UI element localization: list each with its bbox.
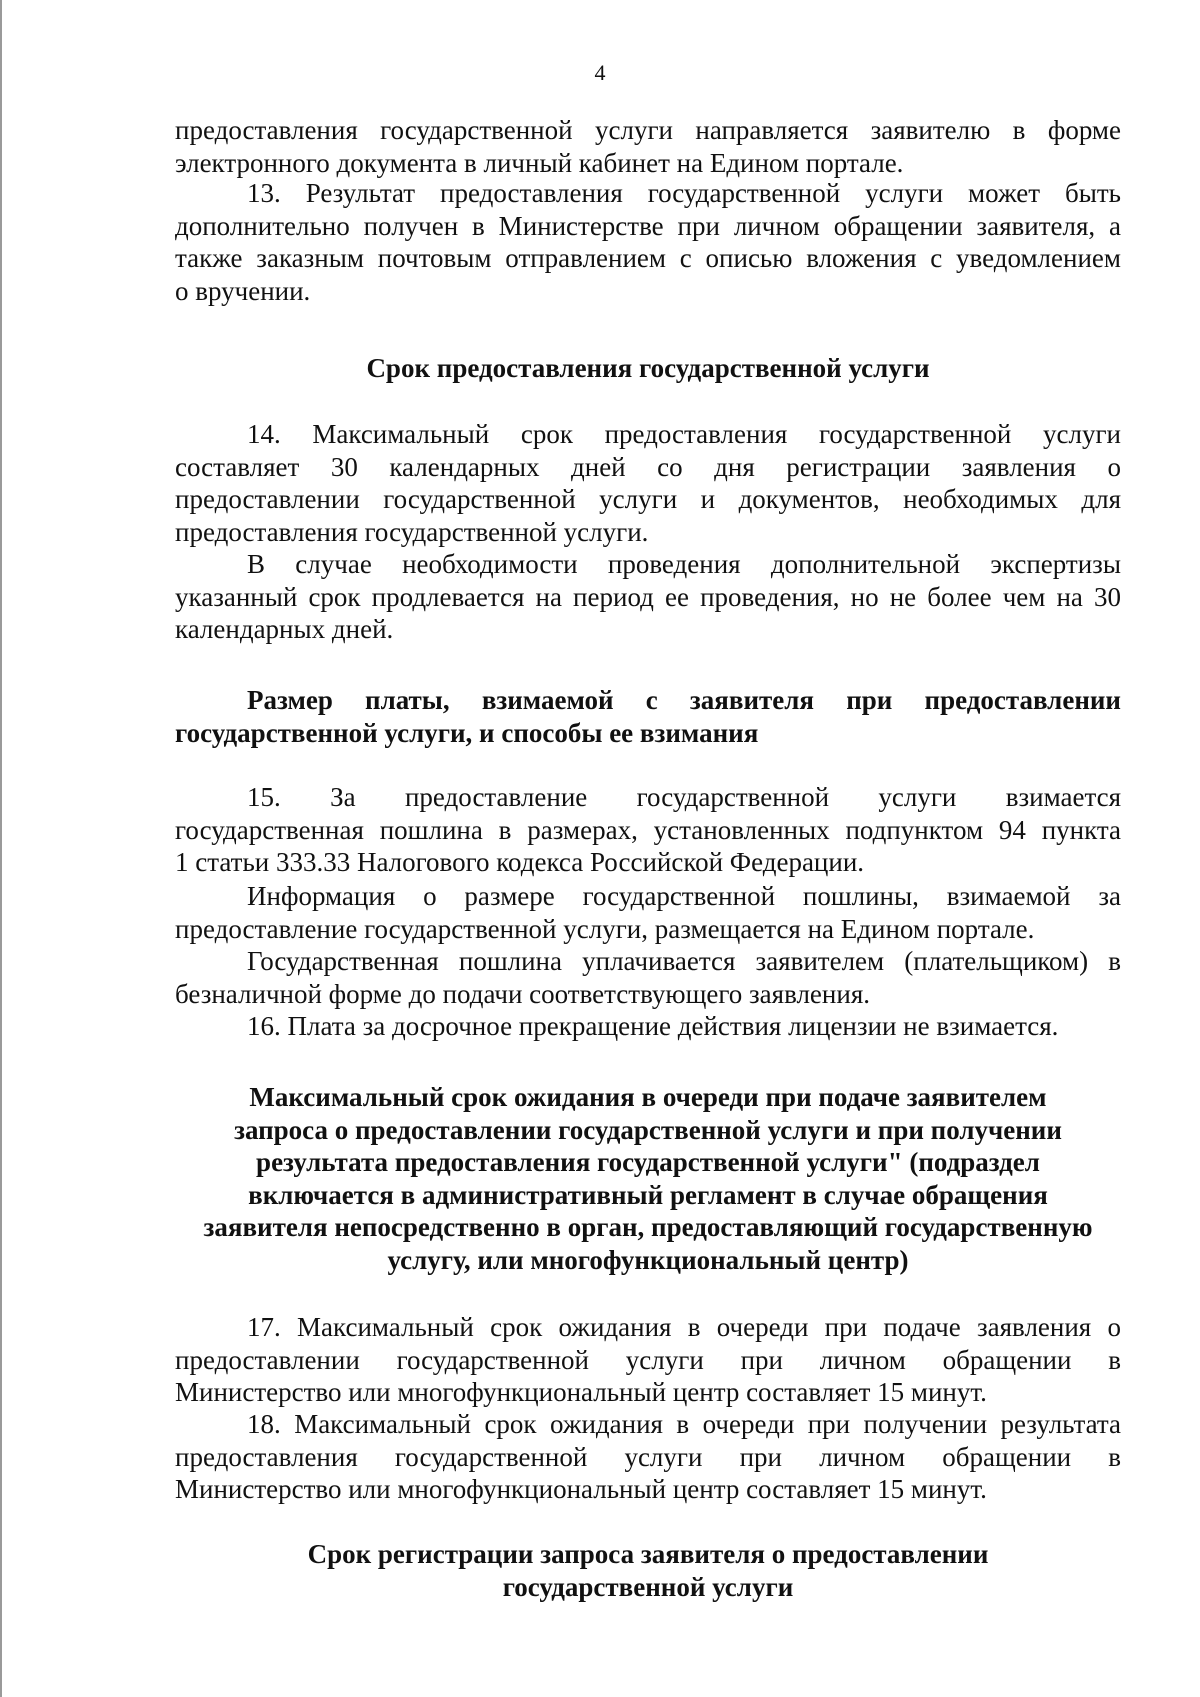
- text-line: также заказным почтовым отправлением с описью вложения с уведомлением: [175, 243, 1121, 273]
- text-line: предоставления государственной услуги направляется заявителю в форме: [175, 115, 1121, 145]
- text-line: 17. Максимальный срок ожидания в очереди при подаче заявления о: [247, 1312, 1121, 1342]
- paragraph-15: [175, 781, 1121, 879]
- text-line: Министерство или многофункциональный центр составляет 15 минут.: [175, 1377, 987, 1407]
- text-line: календарных дней.: [175, 614, 394, 644]
- heading-line: включается в административный регламент в случае обращения: [248, 1179, 1048, 1210]
- paragraph-17: [175, 1311, 1121, 1409]
- text-line: 13. Результат предоставления государственной услуги может быть: [247, 178, 1121, 208]
- text-line: о вручении.: [175, 275, 311, 306]
- heading-line: государственной услуги, и способы ее взимания: [175, 717, 759, 748]
- paragraph-18: [175, 1408, 1121, 1506]
- heading-registration: [175, 1538, 1121, 1603]
- heading-line: государственной услуги: [502, 1571, 794, 1602]
- text-line: В случае необходимости проведения дополнительной экспертизы: [247, 549, 1121, 579]
- heading-fee: [175, 684, 1121, 749]
- text-line: дополнительно получен в Министерстве при личном обращении заявителя, а: [175, 210, 1121, 241]
- text-line: предоставления государственной услуги при личном обращении в: [175, 1441, 1121, 1472]
- heading-queue: [175, 1081, 1121, 1276]
- text-line: 18. Максимальный срок ожидания в очереди при получении результата: [247, 1409, 1121, 1439]
- text-line: предоставлении государственной услуги при личном обращении в: [175, 1344, 1121, 1375]
- text-line: предоставлении государственной услуги и документов, необходимых для: [175, 484, 1121, 514]
- page-number: 4: [594, 60, 606, 85]
- paragraph-14: [175, 418, 1121, 548]
- scan-edge: [0, 0, 2, 1697]
- heading-line: заявителя непосредственно в орган, предоставляющий государственную: [203, 1212, 1093, 1242]
- text-line: предоставление государственной услуги, размещается на Едином портале.: [175, 913, 1035, 944]
- text-line: указанный срок продлевается на период ее проведения, но не более чем на 30: [175, 581, 1121, 612]
- paragraph-15-payment: [175, 945, 1121, 1010]
- text-line: Государственная пошлина уплачивается заявителем (плательщиком) в: [247, 946, 1121, 976]
- text-line: 15. За предоставление государственной услуги взимается: [247, 782, 1121, 812]
- heading-line: запроса о предоставлении государственной услуги и при получении: [234, 1114, 1062, 1145]
- heading-term: Срок предоставления государственной услуги: [366, 353, 930, 383]
- text-line: безналичной форме до подачи соответствующего заявления.: [175, 978, 870, 1009]
- heading-line: услугу, или многофункциональный центр): [387, 1244, 909, 1275]
- paragraph-intro: [175, 114, 1121, 179]
- paragraph-13: [175, 177, 1121, 307]
- paragraph-16: [175, 1010, 1121, 1043]
- heading-line: Размер платы, взимаемой с заявителя при предоставлении: [247, 685, 1121, 715]
- text-line: государственная пошлина в размерах, установленных подпунктом 94 пункта: [175, 814, 1121, 845]
- text-line: 1 статьи 333.33 Налогового кодекса Российской Федерации.: [175, 847, 865, 877]
- text-line: 16. Плата за досрочное прекращение действия лицензии не взимается.: [247, 1011, 1059, 1041]
- text-line: Информация о размере государственной пошлины, взимаемой за: [247, 881, 1121, 911]
- paragraph-15-info: [175, 880, 1121, 945]
- heading-line: Максимальный срок ожидания в очереди при подаче заявителем: [249, 1082, 1047, 1112]
- text-line: предоставления государственной услуги.: [175, 516, 649, 547]
- text-line: Министерство или многофункциональный центр составляет 15 минут.: [175, 1474, 987, 1504]
- text-line: составляет 30 календарных дней со дня регистрации заявления о: [175, 451, 1121, 482]
- paragraph-14-extension: [175, 548, 1121, 646]
- text-line: 14. Максимальный срок предоставления государственной услуги: [247, 419, 1121, 449]
- heading-line: результата предоставления государственной услуги" (подраздел: [256, 1147, 1040, 1177]
- heading-line: Срок регистрации запроса заявителя о предоставлении: [307, 1539, 989, 1569]
- text-line: электронного документа в личный кабинет на Едином портале.: [175, 147, 904, 178]
